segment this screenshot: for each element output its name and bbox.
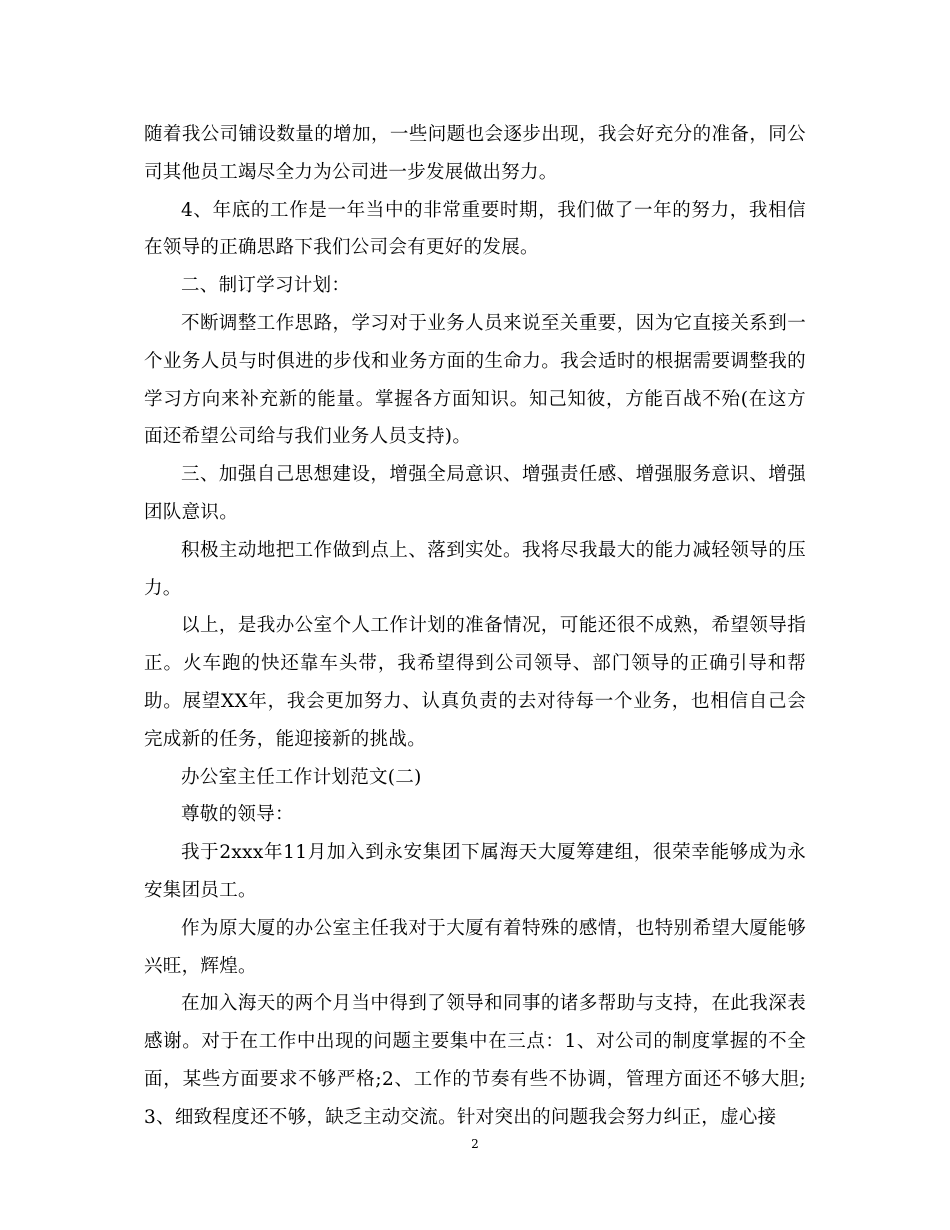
document-subtitle: 办公室主任工作计划范文(二) (181, 766, 422, 788)
salutation: 尊敬的领导： (181, 804, 294, 826)
paragraph: 随着我公司铺设数量的增加，一些问题也会逐步出现，我会好充分的准备，同公司其他员工竭尽全力为公司进一步发展做出努力。 (144, 124, 806, 183)
paragraph: 以上，是我办公室个人工作计划的准备情况，可能还很不成熟，希望领导指正。火车跑的快还靠车头带，我希望得到公司领导、部门领导的正确引导和帮助。展望XX年，我会更加努力、认真负责的去对待每一个业务，也相信自己会完成新的任务，能迎接新的挑战。 (144, 615, 806, 750)
paragraph: 4、年底的工作是一年当中的非常重要时期，我们做了一年的努力，我相信在领导的正确思路下我们公司会有更好的发展。 (144, 199, 806, 259)
document-body (144, 116, 806, 1137)
section-heading: 三、加强自己思想建设，增强全局意识、增强责任感、增强服务意识、增强团队意识。 (144, 464, 806, 523)
page-number: 2 (471, 1137, 479, 1151)
section-heading: 二、制订学习计划： (181, 275, 351, 297)
paragraph: 积极主动地把工作做到点上、落到实处。我将尽我最大的能力减轻领导的压力。 (144, 539, 806, 599)
paragraph: 我于2xxx年11月加入到永安集团下属海天大厦筹建组，很荣幸能够成为永安集团员工。 (144, 842, 806, 901)
paragraph: 在加入海天的两个月当中得到了领导和同事的诸多帮助与支持，在此我深表感谢。对于在工作中出现的问题主要集中在三点：1、对公司的制度掌握的不全面，某些方面要求不够严格;2、工作的节奏有些不协调，管理方面还不够大胆;3、细致程度还不够，缺乏主动交流。针对突出的问题我会努力纠正，虚心接 (144, 993, 806, 1128)
paragraph: 作为原大厦的办公室主任我对于大厦有着特殊的感情，也特别希望大厦能够兴旺，辉煌。 (144, 917, 806, 977)
paragraph: 不断调整工作思路，学习对于业务人员来说至关重要，因为它直接关系到一个业务人员与时俱进的步伐和业务方面的生命力。我会适时的根据需要调整我的学习方向来补充新的能量。掌握各方面知识。知己知彼，方能百战不殆(在这方面还希望公司给与我们业务人员支持)。 (144, 312, 806, 448)
